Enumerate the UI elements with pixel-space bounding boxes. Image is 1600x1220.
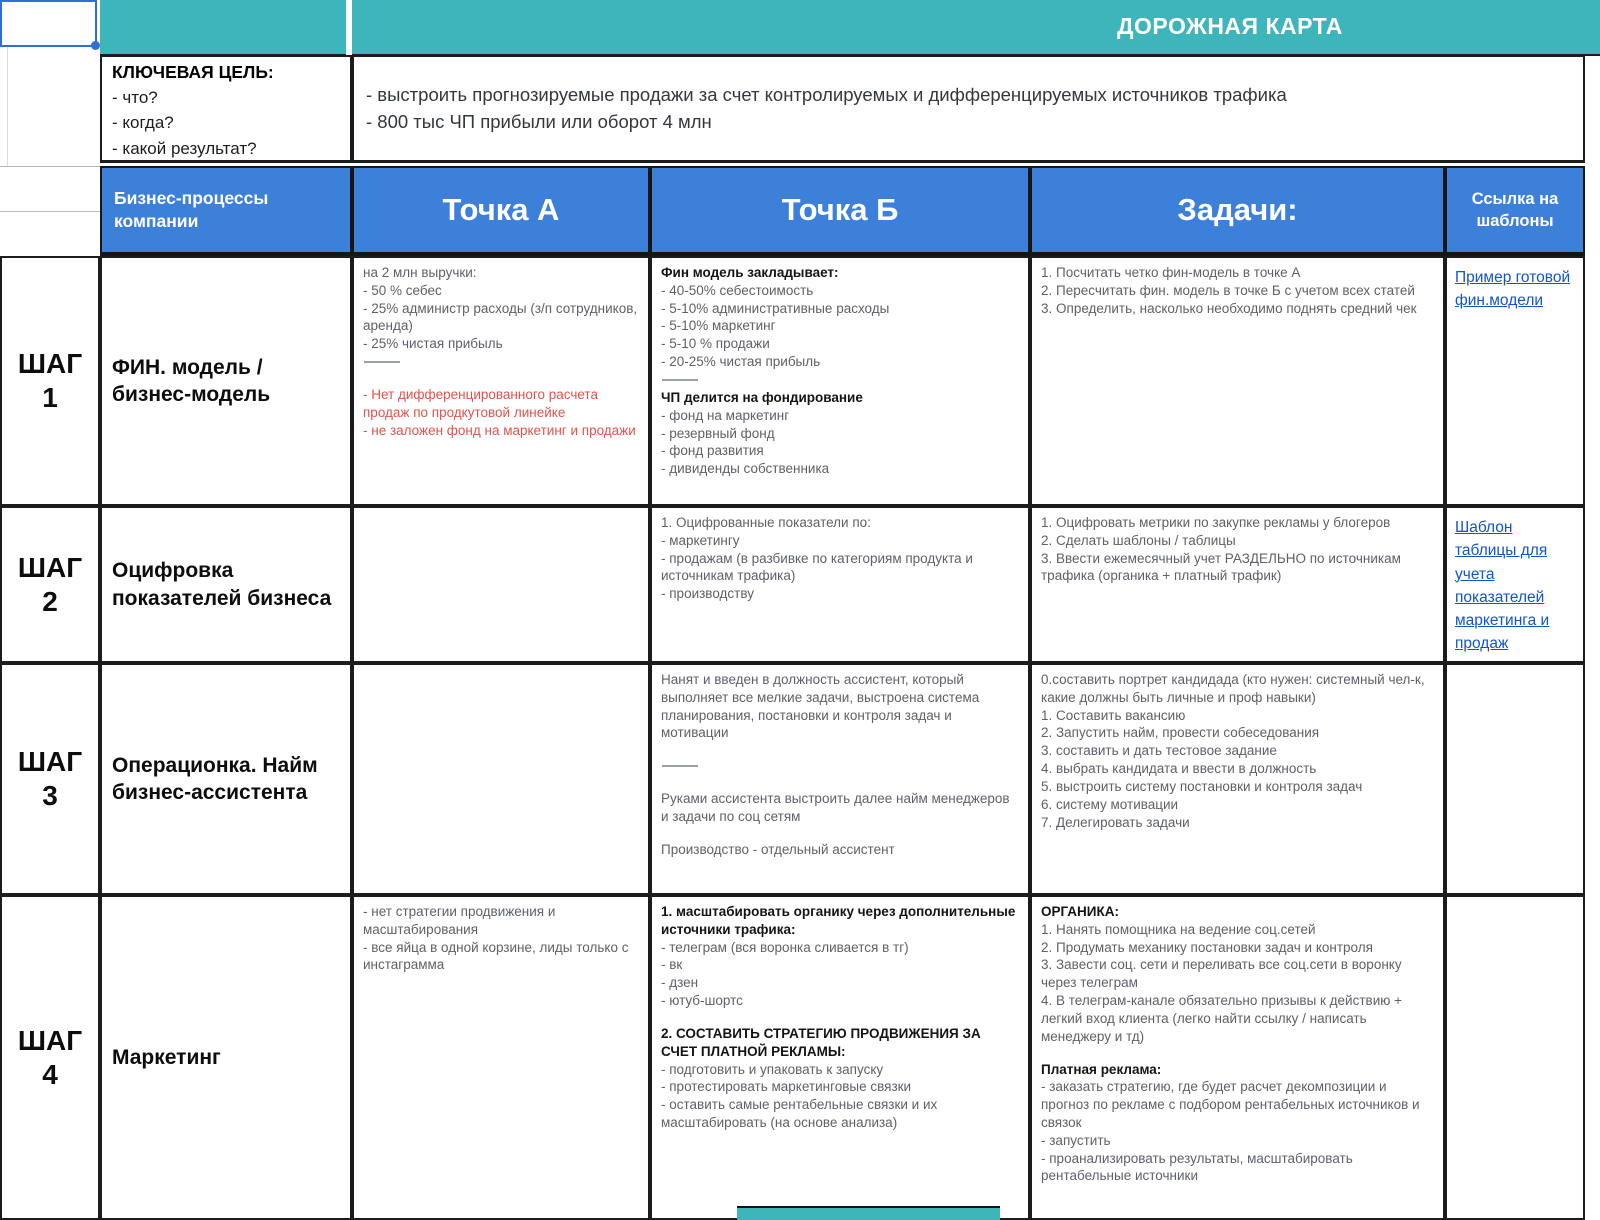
cell-text-line: Руками ассистента выстроить далее найм менеджеров и задачи по соц сетям: [661, 791, 1010, 825]
cell-text-line: - дзен: [661, 975, 699, 991]
key-goal-value-cell[interactable]: [352, 55, 1585, 163]
cell-text-line: 3. Завести соц. сети и переливать все соц.сети в воронку через телеграм: [1041, 957, 1402, 991]
cell-text-line: - 25% администр расходы (з/п сотрудников, аренда): [363, 300, 638, 334]
cell-text-line: - 25% чистая прибыль: [363, 336, 503, 352]
step-number: 2: [42, 585, 58, 617]
cell-text-line: 3. составить и дать тестовое задание: [1041, 743, 1277, 759]
cell-text-line: - 5-10 % продажи: [661, 336, 770, 352]
column-header-business-processes[interactable]: Бизнес-процессы компании: [100, 166, 352, 256]
cell-text-line: 7. Делегировать задачи: [1041, 814, 1190, 830]
step-label-cell[interactable]: [0, 663, 100, 895]
step-word: ШАГ: [17, 746, 83, 778]
divider-line: [662, 765, 698, 767]
key-goal-label-cell[interactable]: [100, 55, 352, 163]
template-link[interactable]: Пример готовой фин.модели: [1455, 269, 1571, 310]
cell-text-line: 1. Оцифрованные показатели по:: [661, 515, 871, 530]
point-b-cell[interactable]: [650, 256, 1030, 506]
cell-text-line: Нанят и введен в должность ассистент, который выполняет все мелкие задачи, выстроена система планирования, постановки и контроля задач и мотивации: [661, 672, 980, 741]
template-link[interactable]: Шаблон таблицы для учета показателей маркетинга и продаж: [1455, 519, 1550, 653]
step-label-cell[interactable]: [0, 256, 100, 506]
key-goal-item: - какой результат?: [112, 138, 257, 158]
cell-text-line: 2. Продумать механику постановки задач и контроля: [1041, 939, 1373, 955]
cell-text-line: Платная реклама:: [1041, 1061, 1162, 1077]
cell-text-line: 1. масштабировать органику через дополнительные источники трафика:: [661, 904, 1016, 937]
point-b-cell[interactable]: [650, 506, 1030, 663]
cell-text-line: Производство - отдельный ассистент: [661, 841, 895, 857]
step-word: ШАГ: [17, 1024, 83, 1056]
cell-text-line: 0.составить портрет кандидада (кто нужен: системный чел-к, какие должны быть личные и проф навыки): [1041, 672, 1425, 705]
process-name: Оцифровка показателей бизнеса: [112, 559, 332, 610]
cell-text-line: - продажам (в разбивке по категориям продукта и источникам трафика): [661, 550, 973, 584]
cell-text-line: 4. В телеграм-канале обязательно призывы к действию + легкий вход клиента (легко найти ссылку / написать менеджеру и тд): [1041, 993, 1403, 1044]
spacer: [661, 1010, 1019, 1025]
cell-text-line: 1. Нанять помощника на ведение соц.сетей: [1041, 921, 1316, 937]
cell-text-line: - 40-50% себестоимость: [661, 282, 814, 298]
key-goal-item: - когда?: [112, 113, 174, 133]
column-header-point-b[interactable]: Точка Б: [650, 166, 1030, 256]
cell-text-line: ЧП делится на фондирование: [661, 389, 863, 405]
cell-text-line: 2. Запустить найм, провести собеседования: [1041, 725, 1320, 741]
page-title: ДОРОЖНАЯ КАРТА: [1117, 13, 1343, 39]
cell-text-line: - нет стратегии продвижения и масштабирования: [363, 904, 556, 937]
key-goal-value-line: - выстроить прогнозируемые продажи за счет контролируемых и дифференцируемых источников трафика: [366, 84, 1287, 105]
cell-text-line: - проанализировать результаты, масштабировать рентабельные источники: [1041, 1150, 1353, 1184]
point-a-cell[interactable]: [352, 506, 650, 663]
cell-text-line: - подготовить и упаковать к запуску: [661, 1061, 884, 1077]
step-label-cell[interactable]: [0, 506, 100, 663]
template-link-cell[interactable]: [1445, 256, 1585, 506]
cell-text-line: - не заложен фонд на маркетинг и продажи: [363, 422, 636, 438]
selected-cell[interactable]: [0, 0, 97, 47]
step-number: 4: [42, 1058, 58, 1090]
cell-text-line: 5. выстроить систему постановки и контроля задач: [1041, 778, 1363, 794]
cell-text-line: - 5-10% маркетинг: [661, 318, 776, 334]
divider-line: [662, 379, 698, 381]
spacer: [661, 826, 1019, 841]
tasks-cell[interactable]: [1030, 506, 1445, 663]
spacer: [661, 742, 1019, 757]
key-goal-title: КЛЮЧЕВАЯ ЦЕЛЬ:: [112, 62, 274, 82]
tasks-cell[interactable]: [1030, 256, 1445, 506]
divider-line: [364, 361, 400, 363]
cell-text-line: - фонд развития: [661, 443, 764, 459]
cell-text-line: - дивиденды собственника: [661, 461, 830, 477]
cell-text-line: 1. Посчитать четко фин-модель в точке А: [1041, 265, 1301, 280]
key-goal-item: - что?: [112, 87, 158, 107]
cell-text-line: 2. Сделать шаблоны / таблицы: [1041, 532, 1236, 548]
key-goal-value-line: - 800 тыс ЧП прибыли или оборот 4 млн: [366, 111, 712, 132]
cell-text-line: - запустить: [1041, 1132, 1111, 1148]
cell-text-line: на 2 млн выручки:: [363, 265, 477, 280]
template-link-cell[interactable]: [1445, 663, 1585, 895]
cell-text-line: 4. выбрать кандидата и ввести в должность: [1041, 761, 1317, 777]
cell-text-line: - 50 % себес: [363, 282, 442, 298]
tasks-cell[interactable]: [1030, 663, 1445, 895]
spacer: [363, 371, 639, 386]
cell-text-line: - резервный фонд: [661, 425, 775, 441]
process-name-cell[interactable]: [100, 256, 352, 506]
cell-text-line: - маркетингу: [661, 532, 740, 548]
row-header-cells[interactable]: [0, 166, 100, 256]
cell-text-line: - 20-25% чистая прибыль: [661, 354, 821, 370]
cell-text-line: - телеграм (вся воронка сливается в тг): [661, 939, 909, 955]
cell-text-line: Фин модель закладывает:: [661, 265, 839, 280]
step-word: ШАГ: [17, 551, 83, 583]
step-word: ШАГ: [17, 348, 83, 380]
point-a-cell[interactable]: [352, 256, 650, 506]
point-a-cell[interactable]: [352, 895, 650, 1220]
spacer: [661, 775, 1019, 790]
cell-text-line: - Нет дифференцированного расчета продаж по продкутовой линейке: [363, 387, 598, 420]
cell-text-line: - ютуб-шортс: [661, 993, 743, 1009]
cell-text-line: - все яйца в одной корзине, лиды только с инстаграмма: [363, 939, 629, 973]
step-label-cell[interactable]: [0, 895, 100, 1220]
cell-text-line: - заказать стратегию, где будет расчет декомпозиции и прогноз по рекламе с подбором рентабельных источников и связок: [1041, 1079, 1420, 1130]
tasks-cell[interactable]: [1030, 895, 1445, 1220]
cell-text-line: 2. СОСТАВИТЬ СТРАТЕГИЮ ПРОДВИЖЕНИЯ ЗА СЧЕТ ПЛАТНОЙ РЕКЛАМЫ:: [661, 1025, 981, 1059]
cell-text-line: 1. Составить вакансию: [1041, 707, 1186, 723]
process-name: Маркетинг: [112, 1045, 221, 1069]
cell-text-line: - 5-10% административные расходы: [661, 300, 890, 316]
step-number: 1: [42, 382, 58, 413]
cell-text-line: - производству: [661, 586, 754, 602]
spacer: [1041, 1046, 1434, 1061]
process-name-cell[interactable]: [100, 663, 352, 895]
process-name: Операционка. Найм бизнес-ассистента: [112, 753, 318, 804]
cell-text-line: ОРГАНИКА:: [1041, 904, 1119, 919]
point-b-cell[interactable]: [650, 663, 1030, 895]
process-name-cell[interactable]: [100, 895, 352, 1220]
selection-fill-handle[interactable]: [91, 41, 100, 50]
point-b-cell[interactable]: [650, 895, 1030, 1220]
cell-text-line: 3. Ввести ежемесячный учет РАЗДЕЛЬНО по источникам трафика (органика + платный трафик): [1041, 550, 1401, 584]
next-section-teal-cell: [737, 1206, 1000, 1220]
cell-text-line: - протестировать маркетинговые связки: [661, 1079, 912, 1095]
cell-text-line: 3. Определить, насколько необходимо поднять средний чек: [1041, 300, 1417, 316]
column-header-tasks[interactable]: Задачи:: [1030, 166, 1445, 256]
cell-text-line: - фонд на маркетинг: [661, 407, 790, 423]
template-link-cell[interactable]: [1445, 506, 1585, 663]
column-header-point-a[interactable]: Точка А: [352, 166, 650, 256]
cell-text-line: - оставить самые рентабельные связки и их масштабировать (на основе анализа): [661, 1097, 938, 1130]
cell-text-line: 1. Оцифровать метрики по закупке рекламы у блогеров: [1041, 515, 1391, 530]
template-link-cell[interactable]: [1445, 895, 1585, 1220]
step-number: 3: [42, 780, 58, 811]
cell-text-line: 2. Пересчитать фин. модель в точке Б с учетом всех статей: [1041, 282, 1415, 298]
title-band-left-cell[interactable]: [100, 0, 346, 56]
cell-text-line: 6. систему мотивации: [1041, 796, 1179, 812]
process-name-cell[interactable]: [100, 506, 352, 663]
point-a-cell[interactable]: [352, 663, 650, 895]
cell-text-line: - вк: [661, 957, 683, 973]
process-name: ФИН. модель / бизнес-модель: [112, 355, 271, 406]
column-header-template-links[interactable]: Ссылка на шаблоны: [1445, 166, 1585, 256]
